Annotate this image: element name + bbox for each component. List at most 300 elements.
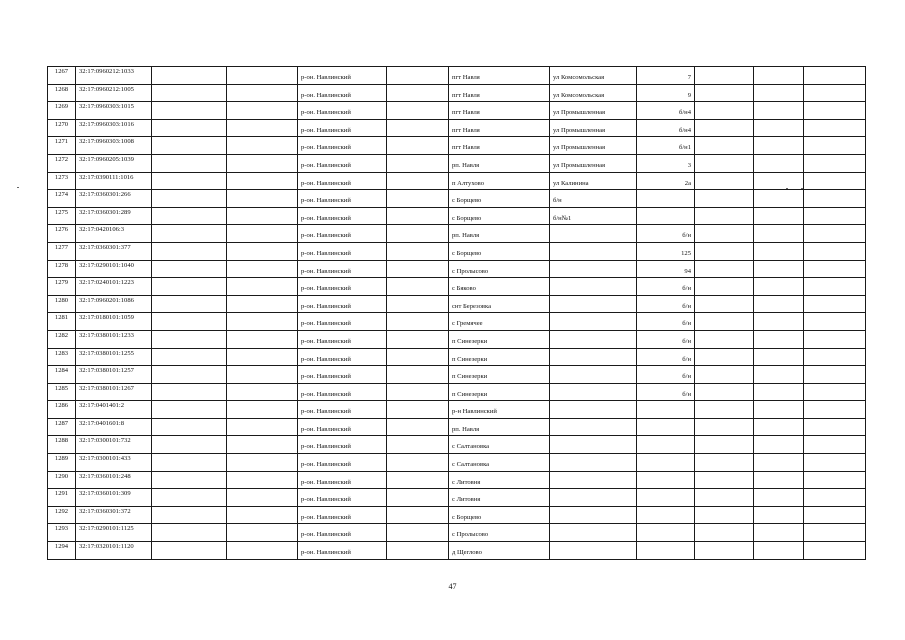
cell-street	[550, 242, 637, 260]
cell-empty	[387, 542, 449, 560]
cell-empty	[227, 119, 298, 137]
cell-empty	[754, 506, 804, 524]
cell-cad: 32:17:0380101:1267	[76, 383, 152, 401]
cell-empty	[152, 313, 227, 331]
cell-empty	[152, 418, 227, 436]
cell-n: 1283	[48, 348, 76, 366]
cell-district: р-он. Навлинский	[298, 172, 387, 190]
cell-empty	[804, 418, 866, 436]
cell-locality: пгт Навля	[449, 84, 550, 102]
cell-empty	[804, 154, 866, 172]
cell-empty	[695, 225, 754, 243]
cell-house: 7	[637, 67, 695, 85]
cell-empty	[754, 137, 804, 155]
cell-empty	[387, 84, 449, 102]
cell-locality: с Борщево	[449, 242, 550, 260]
cell-empty	[227, 278, 298, 296]
cell-house	[637, 207, 695, 225]
cell-district: р-он. Навлинский	[298, 84, 387, 102]
cell-empty	[152, 401, 227, 419]
cell-district: р-он. Навлинский	[298, 348, 387, 366]
cell-n: 1284	[48, 366, 76, 384]
cell-empty	[152, 454, 227, 472]
cell-n: 1281	[48, 313, 76, 331]
cell-empty	[152, 542, 227, 560]
cell-empty	[804, 119, 866, 137]
cell-empty	[754, 489, 804, 507]
table-row	[48, 542, 866, 560]
cell-street	[550, 260, 637, 278]
cell-n: 1288	[48, 436, 76, 454]
cell-n: 1276	[48, 225, 76, 243]
cell-empty	[227, 313, 298, 331]
cell-empty	[754, 542, 804, 560]
cell-locality: п Синезерки	[449, 330, 550, 348]
cell-empty	[695, 471, 754, 489]
cell-cad: 32:17:0960212:1005	[76, 84, 152, 102]
cell-empty	[152, 172, 227, 190]
cell-cad: 32:17:0300101:732	[76, 436, 152, 454]
cell-empty	[754, 154, 804, 172]
table-row	[48, 506, 866, 524]
cell-locality: с Литовня	[449, 489, 550, 507]
cell-house: 9	[637, 84, 695, 102]
cell-empty	[152, 154, 227, 172]
cell-empty	[754, 190, 804, 208]
cell-cad: 32:17:0360101:309	[76, 489, 152, 507]
cell-locality: рп. Навля	[449, 418, 550, 436]
cell-house: б/н	[637, 330, 695, 348]
cell-empty	[387, 295, 449, 313]
cell-house	[637, 489, 695, 507]
cell-empty	[804, 348, 866, 366]
cell-empty	[152, 102, 227, 120]
cell-empty	[804, 454, 866, 472]
cell-district: р-он. Навлинский	[298, 418, 387, 436]
cell-n: 1278	[48, 260, 76, 278]
cell-district: р-он. Навлинский	[298, 471, 387, 489]
table-row	[48, 436, 866, 454]
cell-district: р-он. Навлинский	[298, 154, 387, 172]
cell-locality: с Гремячее	[449, 313, 550, 331]
cell-cad: 32:17:0290101:1040	[76, 260, 152, 278]
cell-empty	[695, 278, 754, 296]
cell-n: 1267	[48, 67, 76, 85]
cell-street	[550, 225, 637, 243]
cell-house: 125	[637, 242, 695, 260]
cell-locality: с Борщево	[449, 207, 550, 225]
table-row	[48, 454, 866, 472]
cell-cad: 32:17:0240101:1223	[76, 278, 152, 296]
cell-district: р-он. Навлинский	[298, 102, 387, 120]
cell-empty	[754, 313, 804, 331]
cell-empty	[152, 524, 227, 542]
cell-empty	[387, 313, 449, 331]
cell-empty	[754, 172, 804, 190]
cell-street	[550, 454, 637, 472]
cell-n: 1285	[48, 383, 76, 401]
cell-district: р-он. Навлинский	[298, 67, 387, 85]
cell-n: 1289	[48, 454, 76, 472]
table-row	[48, 366, 866, 384]
cell-empty	[804, 436, 866, 454]
cell-empty	[695, 102, 754, 120]
cell-street	[550, 506, 637, 524]
cell-empty	[754, 278, 804, 296]
cell-empty	[387, 242, 449, 260]
cell-district: р-он. Навлинский	[298, 542, 387, 560]
cell-street	[550, 278, 637, 296]
cell-street	[550, 418, 637, 436]
cell-street	[550, 436, 637, 454]
cell-n: 1282	[48, 330, 76, 348]
cell-empty	[695, 489, 754, 507]
cell-house: 2а	[637, 172, 695, 190]
cell-empty	[227, 154, 298, 172]
cell-locality: снт Березовка	[449, 295, 550, 313]
cell-locality: пгт Навля	[449, 102, 550, 120]
table-row	[48, 260, 866, 278]
cell-locality: пгт Навля	[449, 119, 550, 137]
property-register-table	[47, 66, 866, 560]
cell-empty	[227, 67, 298, 85]
cell-street	[550, 313, 637, 331]
cell-empty	[804, 471, 866, 489]
cell-district: р-он. Навлинский	[298, 383, 387, 401]
cell-empty	[152, 348, 227, 366]
cell-district: р-он. Навлинский	[298, 207, 387, 225]
cell-empty	[387, 260, 449, 278]
cell-empty	[695, 524, 754, 542]
table-row	[48, 172, 866, 190]
cell-empty	[695, 190, 754, 208]
cell-cad: 32:17:0380101:1233	[76, 330, 152, 348]
cell-empty	[227, 454, 298, 472]
table-row	[48, 330, 866, 348]
cell-cad: 32:17:0420106:3	[76, 225, 152, 243]
cell-locality: с Борщево	[449, 190, 550, 208]
cell-empty	[387, 207, 449, 225]
table-row	[48, 137, 866, 155]
cell-empty	[695, 366, 754, 384]
cell-empty	[695, 542, 754, 560]
cell-empty	[695, 172, 754, 190]
cell-empty	[754, 84, 804, 102]
cell-house: 94	[637, 260, 695, 278]
cell-empty	[695, 330, 754, 348]
cell-empty	[152, 242, 227, 260]
cell-n: 1271	[48, 137, 76, 155]
cell-empty	[804, 542, 866, 560]
cell-empty	[695, 295, 754, 313]
cell-empty	[754, 260, 804, 278]
table-body	[48, 67, 866, 560]
table-row	[48, 278, 866, 296]
cell-empty	[387, 383, 449, 401]
cell-street	[550, 330, 637, 348]
cell-empty	[754, 348, 804, 366]
cell-house	[637, 471, 695, 489]
cell-street: ул Промышленная	[550, 119, 637, 137]
cell-district: р-он. Навлинский	[298, 489, 387, 507]
cell-cad: 32:17:0360301:377	[76, 242, 152, 260]
cell-cad: 32:17:0960212:1033	[76, 67, 152, 85]
table-row	[48, 84, 866, 102]
cell-empty	[227, 102, 298, 120]
cell-house: б/н4	[637, 119, 695, 137]
cell-empty	[695, 119, 754, 137]
cell-empty	[227, 383, 298, 401]
cell-cad: 32:17:0401401:2	[76, 401, 152, 419]
cell-district: р-он. Навлинский	[298, 366, 387, 384]
table-row	[48, 67, 866, 85]
cell-empty	[152, 225, 227, 243]
cell-empty	[387, 67, 449, 85]
cell-empty	[152, 506, 227, 524]
cell-empty	[227, 506, 298, 524]
cell-empty	[152, 489, 227, 507]
cell-locality: с Салтановка	[449, 454, 550, 472]
cell-empty	[387, 172, 449, 190]
cell-empty	[804, 401, 866, 419]
cell-street	[550, 489, 637, 507]
cell-empty	[804, 383, 866, 401]
table-row	[48, 242, 866, 260]
cell-empty	[227, 242, 298, 260]
cell-empty	[387, 366, 449, 384]
cell-n: 1292	[48, 506, 76, 524]
cell-empty	[152, 119, 227, 137]
cell-district: р-он. Навлинский	[298, 260, 387, 278]
cell-locality: п Алтухово	[449, 172, 550, 190]
cell-n: 1273	[48, 172, 76, 190]
cell-empty	[387, 401, 449, 419]
cell-n: 1294	[48, 542, 76, 560]
cell-n: 1268	[48, 84, 76, 102]
cell-empty	[387, 330, 449, 348]
cell-empty	[804, 524, 866, 542]
cell-district: р-он. Навлинский	[298, 242, 387, 260]
cell-street	[550, 366, 637, 384]
cell-empty	[387, 506, 449, 524]
cell-cad: 32:17:0360301:266	[76, 190, 152, 208]
cell-empty	[695, 137, 754, 155]
cell-empty	[695, 67, 754, 85]
cell-locality: с Литовня	[449, 471, 550, 489]
cell-empty	[152, 84, 227, 102]
cell-empty	[387, 278, 449, 296]
cell-empty	[695, 506, 754, 524]
table-row	[48, 524, 866, 542]
cell-street: ул Промышленная	[550, 137, 637, 155]
cell-cad: 32:17:0390111:1016	[76, 172, 152, 190]
scan-speck	[786, 188, 788, 189]
cell-cad: 32:17:0360301:372	[76, 506, 152, 524]
cell-house	[637, 524, 695, 542]
cell-empty	[152, 366, 227, 384]
cell-empty	[804, 260, 866, 278]
scan-speck	[17, 187, 19, 188]
cell-street: б/н№1	[550, 207, 637, 225]
cell-empty	[152, 278, 227, 296]
cell-empty	[227, 190, 298, 208]
cell-empty	[227, 330, 298, 348]
cell-empty	[227, 401, 298, 419]
cell-house: 3	[637, 154, 695, 172]
table-row	[48, 190, 866, 208]
cell-empty	[227, 436, 298, 454]
cell-street: ул Промышленная	[550, 102, 637, 120]
cell-empty	[387, 154, 449, 172]
cell-empty	[804, 190, 866, 208]
cell-empty	[152, 137, 227, 155]
cell-empty	[695, 348, 754, 366]
cell-empty	[754, 242, 804, 260]
cell-n: 1280	[48, 295, 76, 313]
cell-cad: 32:17:0960303:1008	[76, 137, 152, 155]
cell-empty	[152, 207, 227, 225]
cell-cad: 32:17:0960303:1016	[76, 119, 152, 137]
cell-empty	[804, 366, 866, 384]
cell-empty	[804, 506, 866, 524]
cell-empty	[695, 383, 754, 401]
cell-cad: 32:17:0360101:248	[76, 471, 152, 489]
table-row	[48, 295, 866, 313]
cell-empty	[387, 348, 449, 366]
cell-house: б/н4	[637, 102, 695, 120]
cell-n: 1287	[48, 418, 76, 436]
cell-n: 1274	[48, 190, 76, 208]
cell-street: б/н	[550, 190, 637, 208]
cell-empty	[152, 190, 227, 208]
cell-district: р-он. Навлинский	[298, 313, 387, 331]
cell-n: 1270	[48, 119, 76, 137]
cell-empty	[754, 401, 804, 419]
cell-street: ул Калинина	[550, 172, 637, 190]
cell-district: р-он. Навлинский	[298, 190, 387, 208]
cell-empty	[804, 102, 866, 120]
cell-locality: п Синезерки	[449, 348, 550, 366]
cell-empty	[227, 348, 298, 366]
cell-empty	[387, 436, 449, 454]
cell-locality: рп. Навля	[449, 225, 550, 243]
cell-empty	[754, 295, 804, 313]
cell-empty	[804, 313, 866, 331]
cell-empty	[804, 172, 866, 190]
cell-cad: 32:17:0180101:1059	[76, 313, 152, 331]
cell-n: 1275	[48, 207, 76, 225]
cell-empty	[227, 84, 298, 102]
table-row	[48, 207, 866, 225]
cell-locality: п Синезерки	[449, 383, 550, 401]
cell-empty	[387, 190, 449, 208]
cell-house: б/н	[637, 348, 695, 366]
cell-street: ул Комсомольская	[550, 84, 637, 102]
cell-cad: 32:17:0960303:1015	[76, 102, 152, 120]
cell-empty	[387, 137, 449, 155]
cell-empty	[804, 278, 866, 296]
cell-street: ул Промышленная	[550, 154, 637, 172]
cell-empty	[695, 207, 754, 225]
table-row	[48, 313, 866, 331]
cell-street	[550, 348, 637, 366]
cell-n: 1290	[48, 471, 76, 489]
cell-empty	[754, 67, 804, 85]
cell-empty	[695, 401, 754, 419]
cell-district: р-он. Навлинский	[298, 119, 387, 137]
scan-speck	[801, 188, 803, 189]
cell-cad: 32:17:0960201:1086	[76, 295, 152, 313]
cell-cad: 32:17:0360301:289	[76, 207, 152, 225]
cell-locality: р-н Навлинский	[449, 401, 550, 419]
table-row	[48, 471, 866, 489]
cell-empty	[804, 67, 866, 85]
cell-house	[637, 542, 695, 560]
cell-district: р-он. Навлинский	[298, 506, 387, 524]
cell-empty	[695, 454, 754, 472]
cell-cad: 32:17:0300101:433	[76, 454, 152, 472]
cell-empty	[227, 225, 298, 243]
cell-district: р-он. Навлинский	[298, 278, 387, 296]
cell-empty	[754, 471, 804, 489]
table-row	[48, 102, 866, 120]
table-row	[48, 401, 866, 419]
cell-district: р-он. Навлинский	[298, 454, 387, 472]
cell-empty	[754, 366, 804, 384]
cell-house: б/н	[637, 366, 695, 384]
cell-street	[550, 295, 637, 313]
cell-empty	[387, 119, 449, 137]
cell-empty	[152, 436, 227, 454]
cell-empty	[754, 524, 804, 542]
cell-cad: 32:17:0960205:1039	[76, 154, 152, 172]
cell-empty	[695, 84, 754, 102]
cell-empty	[695, 154, 754, 172]
cell-empty	[804, 207, 866, 225]
cell-empty	[152, 471, 227, 489]
cell-cad: 32:17:0380101:1257	[76, 366, 152, 384]
cell-locality: пгт Навля	[449, 137, 550, 155]
cell-empty	[804, 137, 866, 155]
cell-n: 1279	[48, 278, 76, 296]
cell-street	[550, 383, 637, 401]
cell-empty	[387, 471, 449, 489]
cell-locality: с Бяково	[449, 278, 550, 296]
cell-street	[550, 401, 637, 419]
cell-empty	[804, 330, 866, 348]
cell-house	[637, 418, 695, 436]
cell-empty	[754, 119, 804, 137]
cell-district: р-он. Навлинский	[298, 295, 387, 313]
cell-empty	[227, 172, 298, 190]
cell-empty	[387, 225, 449, 243]
cell-empty	[387, 489, 449, 507]
cell-empty	[695, 436, 754, 454]
cell-district: р-он. Навлинский	[298, 436, 387, 454]
cell-house	[637, 436, 695, 454]
cell-n: 1293	[48, 524, 76, 542]
cell-empty	[227, 207, 298, 225]
cell-empty	[754, 454, 804, 472]
cell-house	[637, 454, 695, 472]
cell-empty	[227, 542, 298, 560]
cell-empty	[387, 418, 449, 436]
cell-street	[550, 542, 637, 560]
cell-empty	[152, 295, 227, 313]
cell-district: р-он. Навлинский	[298, 330, 387, 348]
cell-house	[637, 401, 695, 419]
cell-empty	[387, 102, 449, 120]
